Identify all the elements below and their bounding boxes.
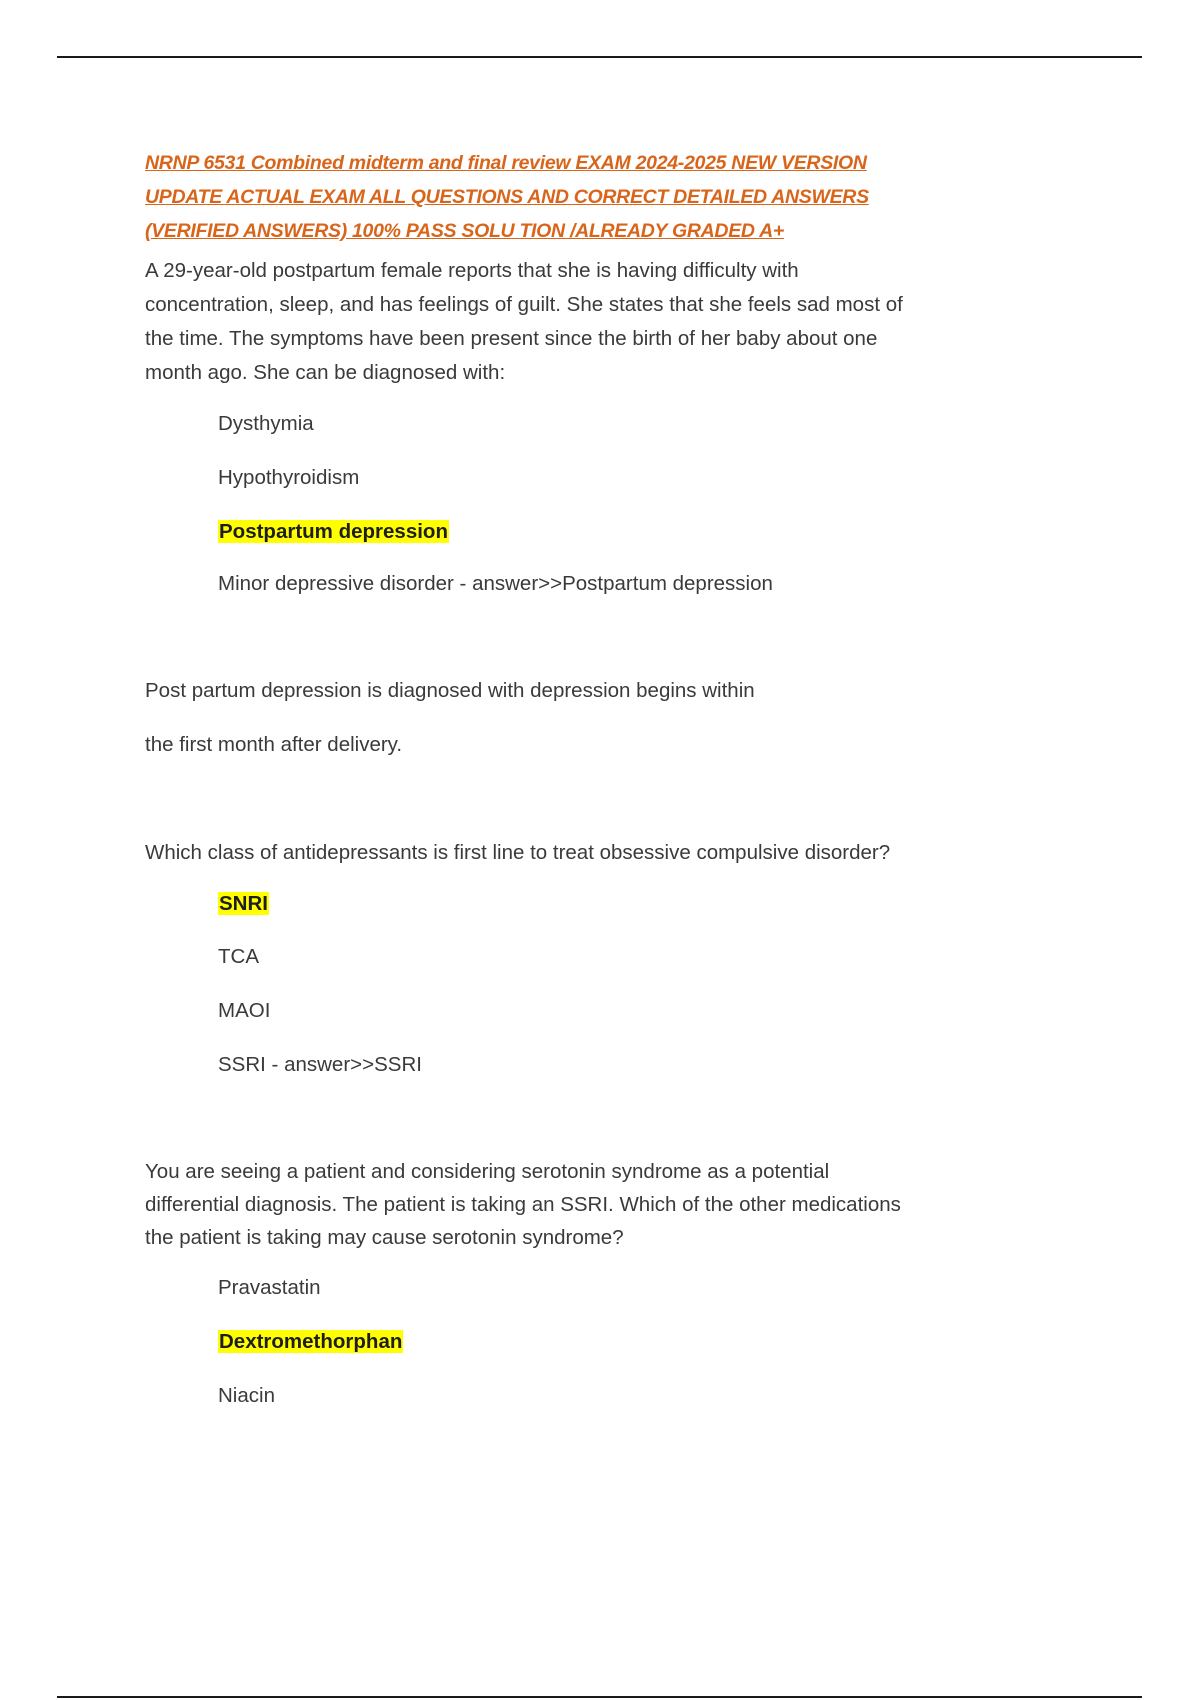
- highlighted-answer: SNRI: [219, 892, 268, 915]
- title-line-1: NRNP 6531 Combined midterm and final review EXAM 2024-2025 NEW VERSION: [145, 152, 867, 174]
- q3-option-dextromethorphan: [218, 1328, 975, 1356]
- question-3-options: [218, 1274, 975, 1410]
- q3-option-pravastatin: Pravastatin: [218, 1276, 321, 1299]
- q1-option-hypothyroidism: Hypothyroidism: [218, 466, 360, 489]
- q1-option-dysthymia: Dysthymia: [218, 412, 314, 435]
- question-3-line-3: the patient is taking may cause serotonin syndrome?: [145, 1226, 624, 1249]
- q2-option-tca: TCA: [218, 945, 259, 968]
- question-3-line-2: differential diagnosis. The patient is taking an SSRI. Which of the other medications: [145, 1193, 901, 1216]
- q1-option-minor-depressive: Minor depressive disorder - answer>>Postpartum depression: [218, 572, 773, 595]
- question-1-line-3: the time. The symptoms have been present since the birth of her baby about one: [145, 327, 878, 350]
- top-rule: [57, 56, 1142, 58]
- document-body: [145, 146, 975, 1410]
- q2-option-snri: [218, 890, 975, 918]
- q3-option-niacin: Niacin: [218, 1384, 275, 1407]
- question-2-options: [218, 890, 975, 1079]
- question-3: [145, 1155, 975, 1410]
- question-1-line-4: month ago. She can be diagnosed with:: [145, 361, 506, 384]
- question-2: [145, 836, 975, 1079]
- document-title: [145, 146, 975, 248]
- q2-option-ssri: SSRI - answer>>SSRI: [218, 1053, 422, 1076]
- q1-option-postpartum-depression: [218, 518, 975, 546]
- question-1: [145, 254, 975, 598]
- bottom-rule: [57, 1696, 1142, 1698]
- highlighted-answer: Postpartum depression: [219, 520, 448, 543]
- explanation-line-1: Post partum depression is diagnosed with depression begins within: [145, 679, 755, 702]
- question-3-line-1: You are seeing a patient and considering serotonin syndrome as a potential: [145, 1160, 830, 1183]
- question-1-line-2: concentration, sleep, and has feelings of guilt. She states that she feels sad most of: [145, 293, 903, 316]
- question-1-explanation: [145, 674, 975, 762]
- q2-option-maoi: MAOI: [218, 999, 271, 1022]
- explanation-line-2: the first month after delivery.: [145, 733, 403, 756]
- title-line-3: (VERIFIED ANSWERS) 100% PASS SOLU TION /ALREADY GRADED A+: [145, 220, 784, 242]
- question-2-text: Which class of antidepressants is first line to treat obsessive compulsive disorder?: [145, 841, 891, 864]
- question-1-line-1: A 29-year-old postpartum female reports that she is having difficulty with: [145, 259, 799, 282]
- title-line-2: UPDATE ACTUAL EXAM ALL QUESTIONS AND CORRECT DETAILED ANSWERS: [145, 186, 869, 208]
- question-1-options: [218, 410, 975, 598]
- highlighted-answer: Dextromethorphan: [219, 1330, 403, 1353]
